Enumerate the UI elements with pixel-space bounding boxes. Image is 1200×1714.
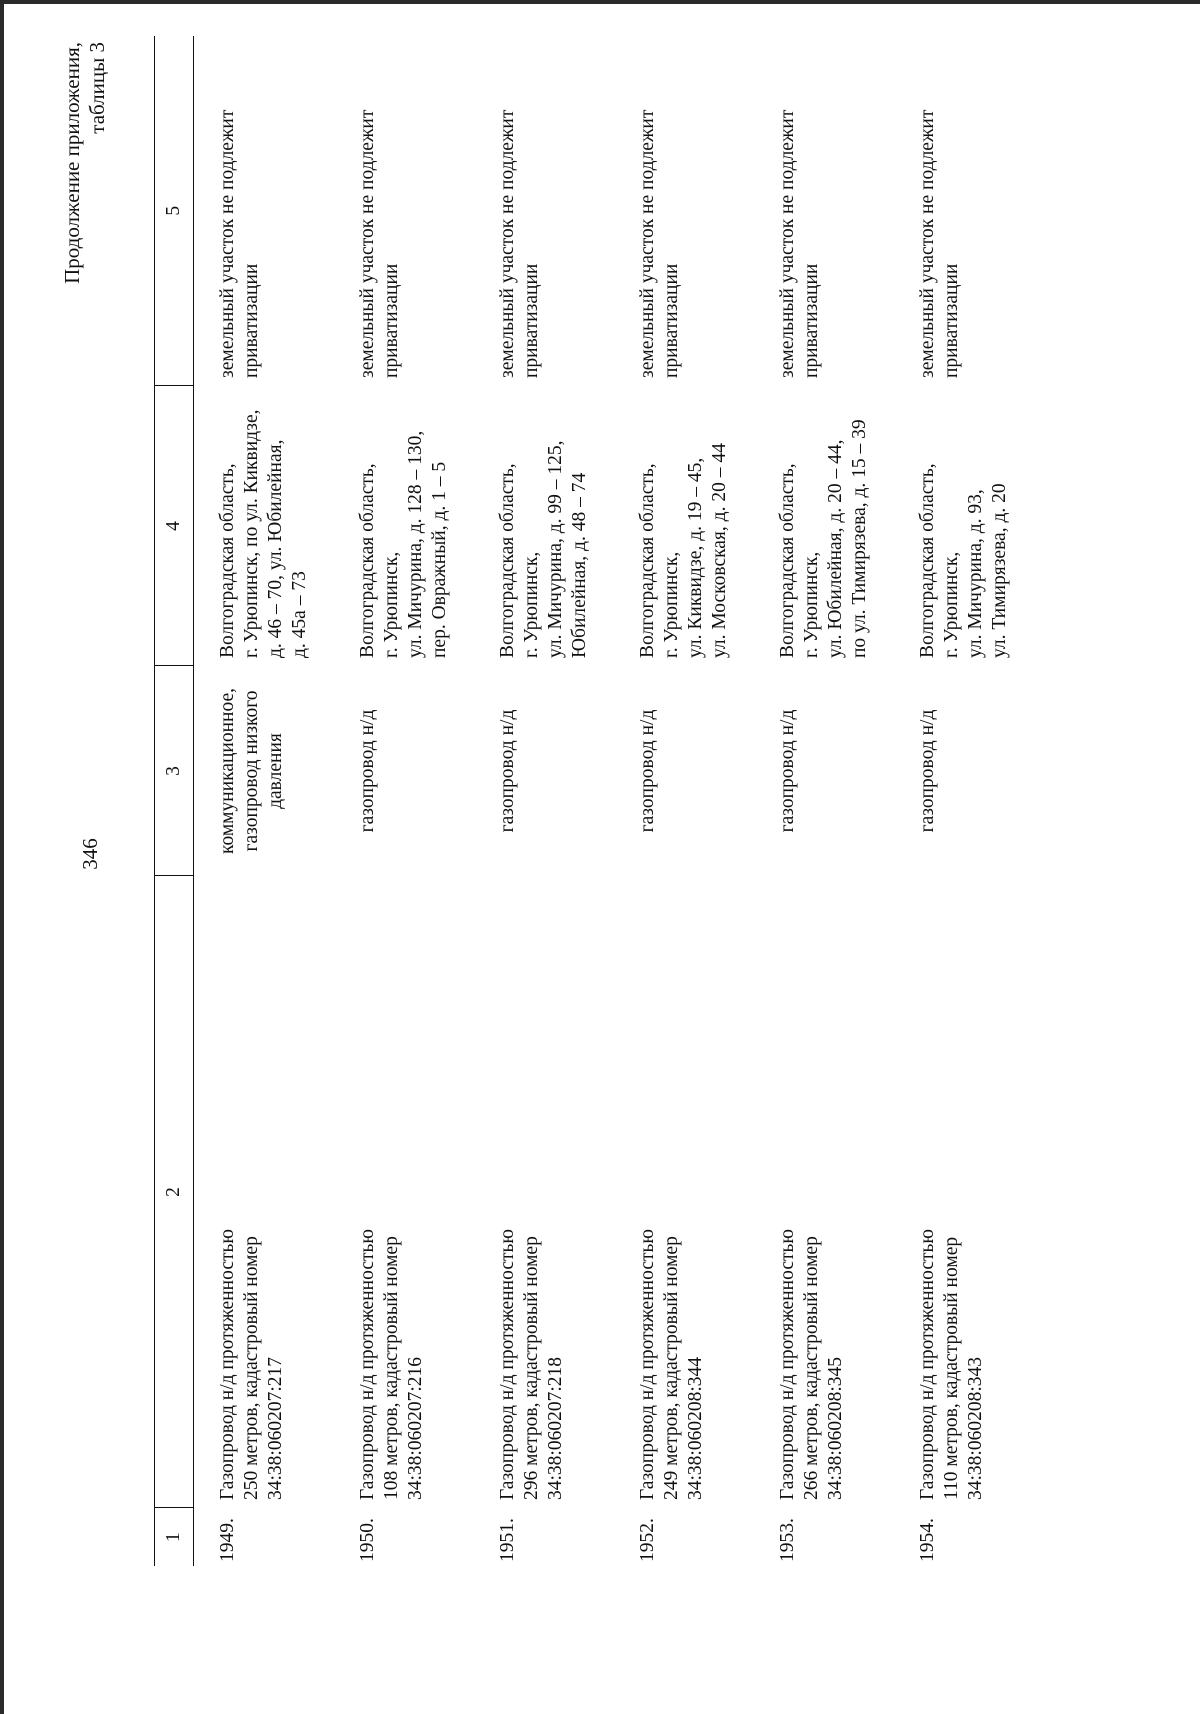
- column-header: 2: [155, 876, 194, 1508]
- object-name-cell: [754, 876, 894, 1508]
- cell-text-line: г. Урюпинск,: [661, 551, 682, 658]
- row-number-cell: 1949.: [217, 1518, 238, 1562]
- cell-text-line: ул. Мичурина, д. 99 – 125,: [545, 440, 566, 658]
- cell-text-line: 110 метров, кадастровый номер: [941, 1236, 962, 1500]
- column-header: 5: [155, 36, 194, 386]
- object-name-cell: [474, 876, 614, 1508]
- object-name-cell: [334, 876, 474, 1508]
- object-type-cell: [194, 666, 335, 876]
- cell-text-line: земельный участок не подлежит: [777, 109, 798, 378]
- cell-text-line: 34:38:060207:216: [405, 1356, 426, 1500]
- cell-text-line: газопровод н/д: [637, 709, 658, 833]
- table-row: [754, 36, 894, 1566]
- address-cell: [334, 386, 474, 666]
- table-row: [894, 36, 1034, 1566]
- cell-text-line: Волгоградская область,: [637, 463, 658, 658]
- cell-text-line: пер. Овражный, д. 1 – 5: [429, 461, 450, 658]
- object-type-cell: [754, 666, 894, 876]
- scan-edge-right: [0, 0, 1200, 4]
- cell-text-line: газопровод н/д: [917, 709, 938, 833]
- cell-text-line: Волгоградская область,: [357, 463, 378, 658]
- cell-text-line: ул. Тимирязева, д. 20: [989, 483, 1010, 658]
- cell-text-line: Газопровод н/д протяженностью: [357, 1229, 378, 1500]
- cell-text-line: г. Урюпинск,: [801, 551, 822, 658]
- address-cell: [754, 386, 894, 666]
- cell-text-line: г. Урюпинск,: [941, 551, 962, 658]
- note-cell: [194, 36, 335, 386]
- cell-text-line: 34:38:060208:343: [965, 1356, 986, 1500]
- cell-text-line: Газопровод н/д протяженностью: [777, 1229, 798, 1500]
- column-header: 3: [155, 666, 194, 876]
- table-row: [194, 36, 335, 1566]
- cell-text-line: Газопровод н/д протяженностью: [637, 1229, 658, 1500]
- cell-text-line: 108 метров, кадастровый номер: [381, 1236, 402, 1500]
- cell-text-line: 266 метров, кадастровый номер: [801, 1236, 822, 1500]
- row-number-cell: 1953.: [777, 1518, 798, 1562]
- continuation-line: таблицы 3: [85, 42, 109, 134]
- cell-text-line: 34:38:060208:345: [825, 1356, 846, 1500]
- cell-text-line: г. Урюпинск,: [381, 551, 402, 658]
- cell-text-line: земельный участок не подлежит: [637, 109, 658, 378]
- cell-text-line: приватизации: [801, 263, 822, 378]
- cell-text-line: 296 метров, кадастровый номер: [521, 1236, 542, 1500]
- address-cell: [614, 386, 754, 666]
- cell-text-line: приватизации: [661, 263, 682, 378]
- address-cell: [474, 386, 614, 666]
- cell-text-line: ул. Московская, д. 20 – 44: [709, 443, 730, 658]
- note-cell: [754, 36, 894, 386]
- cell-text-line: 34:38:060207:217: [265, 1356, 286, 1500]
- column-header: 4: [155, 386, 194, 666]
- note-cell: [474, 36, 614, 386]
- table-row: [614, 36, 754, 1566]
- table-row: [474, 36, 614, 1566]
- cell-text-line: приватизации: [241, 263, 262, 378]
- row-number-cell: 1954.: [917, 1518, 938, 1562]
- cell-text-line: газопровод н/д: [497, 709, 518, 833]
- cell-text-line: Волгоградская область,: [217, 463, 238, 658]
- object-name-cell: [894, 876, 1034, 1508]
- table-continuation-note: [60, 42, 110, 462]
- note-cell: [614, 36, 754, 386]
- note-cell: [894, 36, 1034, 386]
- cell-text-line: д. 45а – 73: [289, 571, 310, 658]
- cell-text-line: 34:38:060208:344: [685, 1356, 706, 1500]
- cell-text-line: Волгоградская область,: [917, 463, 938, 658]
- object-type-cell: [614, 666, 754, 876]
- table-body: [194, 36, 1035, 1566]
- table-row: [334, 36, 474, 1566]
- cell-text-line: ул. Киквидзе, д. 19 – 45,: [685, 457, 706, 658]
- cell-text-line: Юбилейная, д. 48 – 74: [569, 472, 590, 658]
- cell-text-line: 249 метров, кадастровый номер: [661, 1236, 682, 1500]
- cell-text-line: земельный участок не подлежит: [497, 109, 518, 378]
- address-cell: [894, 386, 1034, 666]
- note-cell: [334, 36, 474, 386]
- cell-text-line: приватизации: [381, 263, 402, 378]
- cell-text-line: 34:38:060207:218: [545, 1356, 566, 1500]
- cell-text-line: Газопровод н/д протяженностью: [217, 1229, 238, 1500]
- row-number-cell: 1952.: [637, 1518, 658, 1562]
- cell-text-line: 250 метров, кадастровый номер: [241, 1236, 262, 1500]
- cell-text-line: земельный участок не подлежит: [917, 109, 938, 378]
- cell-text-line: д. 46 – 70, ул. Юбилейная,: [265, 439, 286, 658]
- cell-text-line: газопровод н/д: [357, 709, 378, 833]
- cell-text-line: г. Урюпинск, по ул. Киквидзе,: [241, 409, 262, 658]
- cell-text-line: газопровод низкого: [241, 690, 262, 852]
- cell-text-line: земельный участок не подлежит: [217, 109, 238, 378]
- scan-edge-top: [0, 0, 4, 1714]
- row-number-cell: 1951.: [497, 1518, 518, 1562]
- cell-text-line: ул. Мичурина, д. 128 – 130,: [405, 430, 426, 658]
- page-number: 346: [78, 838, 102, 870]
- column-header: 1: [155, 1508, 194, 1566]
- cell-text-line: по ул. Тимирязева, д. 15 – 39: [849, 419, 870, 658]
- object-type-cell: [474, 666, 614, 876]
- object-name-cell: [614, 876, 754, 1508]
- cell-text-line: ул. Мичурина, д. 93,: [965, 489, 986, 658]
- row-number-cell: 1950.: [357, 1518, 378, 1562]
- cell-text-line: приватизации: [521, 263, 542, 378]
- cell-text-line: земельный участок не подлежит: [357, 109, 378, 378]
- cell-text-line: Газопровод н/д протяженностью: [917, 1229, 938, 1500]
- cell-text-line: г. Урюпинск,: [521, 551, 542, 658]
- cell-text-line: Газопровод н/д протяженностью: [497, 1229, 518, 1500]
- cell-text-line: ул. Юбилейная, д. 20 – 44,: [825, 439, 846, 658]
- cell-text-line: газопровод н/д: [777, 709, 798, 833]
- cell-text-line: Волгоградская область,: [497, 463, 518, 658]
- object-type-cell: [894, 666, 1034, 876]
- cell-text-line: давления: [265, 733, 286, 809]
- address-cell: [194, 386, 335, 666]
- cell-text-line: Волгоградская область,: [777, 463, 798, 658]
- object-name-cell: [194, 876, 335, 1508]
- cell-text-line: коммуникационное,: [217, 688, 238, 855]
- continuation-line: Продолжение приложения,: [60, 42, 84, 284]
- table-header-row: [155, 36, 194, 1566]
- cell-text-line: приватизации: [941, 263, 962, 378]
- property-table: [154, 36, 1034, 1566]
- object-type-cell: [334, 666, 474, 876]
